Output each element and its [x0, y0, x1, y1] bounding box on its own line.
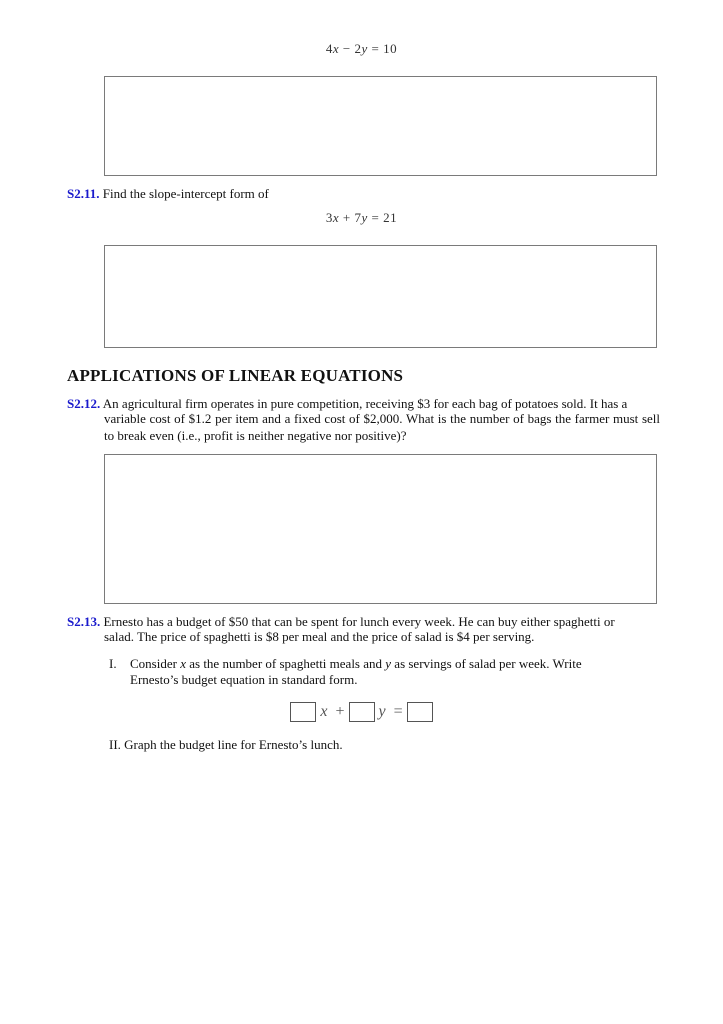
question-text: Ernesto has a budget of $50 that can be spent for lunch every week. He can buy either spaghetti or [103, 614, 615, 629]
answer-box-s2-10[interactable] [104, 76, 657, 176]
var-y: y [378, 703, 386, 720]
equation-s2-11: 3x + 7y = 21 [325, 210, 398, 225]
question-number: S2.12. [67, 396, 101, 411]
question-text: Find the slope-intercept form of [102, 186, 269, 201]
part-ii-text: Graph the budget line for Ernesto’s lunch. [124, 737, 343, 752]
part-ii [109, 737, 343, 753]
coefficient-y-input[interactable] [349, 702, 375, 722]
question-s2-13-body: salad. The price of spaghetti is $8 per meal and the price of salad is $4 per serving. [104, 629, 535, 644]
part-i-text: Consider x as the number of spaghetti meals and y as servings of salad per week. Write Ernesto’s budget equation in standard form. [130, 656, 582, 687]
question-s2-13 [67, 614, 662, 630]
var-x: x [320, 703, 328, 720]
equals-sign: = [393, 703, 403, 720]
answer-box-s2-11[interactable] [104, 245, 657, 348]
question-s2-12 [67, 396, 662, 412]
question-number: S2.13. [67, 614, 101, 629]
part-label-ii: II. [109, 737, 121, 752]
part-label-i: I. [109, 656, 117, 671]
question-s2-12-body: variable cost of $1.2 per item and a fixed cost of $2,000. What is the number of bags the farmer must sell to break even (i.e., profit is neither negative nor positive)? [104, 411, 660, 443]
plus-sign: + [335, 703, 345, 720]
constant-input[interactable] [407, 702, 433, 722]
coefficient-x-input[interactable] [290, 702, 316, 722]
budget-equation [0, 702, 723, 722]
section-heading: APPLICATIONS OF LINEAR EQUATIONS [67, 366, 404, 385]
equation-top: 4x − 2y = 10 [325, 41, 398, 56]
question-text: An agricultural firm operates in pure competition, receiving $3 for each bag of potatoes sold. It has a [102, 396, 628, 411]
question-s2-11 [67, 186, 662, 202]
question-number: S2.11. [67, 186, 100, 201]
answer-box-s2-12[interactable] [104, 454, 657, 604]
